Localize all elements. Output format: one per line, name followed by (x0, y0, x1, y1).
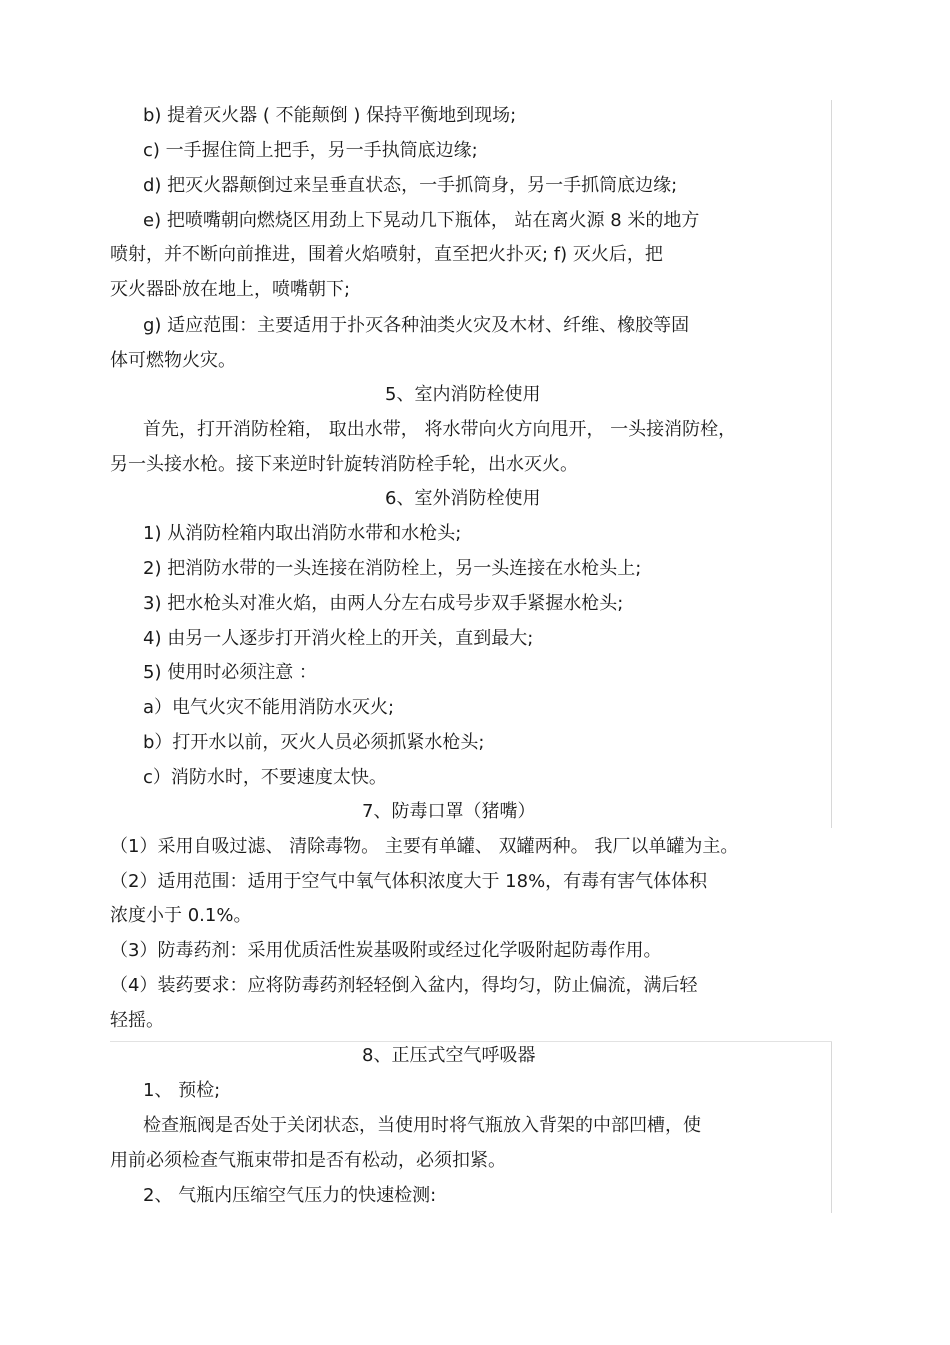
text-line: 检查瓶阀是否处于关闭状态，当使用时将气瓶放入背架的中部凹槽，使 (143, 1115, 701, 1136)
text-line: 灭火器卧放在地上，喷嘴朝下; (110, 279, 351, 300)
text-line: 用前必须检查气瓶束带扣是否有松动，必须扣紧。 (110, 1150, 506, 1171)
right-margin-rule-upper (831, 100, 832, 828)
text-line: g) 适应范围：主要适用于扑灭各种油类火灾及木材、纤维、橡胶等固 (143, 315, 690, 336)
text-line: 首先，打开消防栓箱， 取出水带， 将水带向火方向甩开， 一头接消防栓， (143, 419, 737, 440)
text-line: e) 把喷嘴朝向燃烧区用劲上下晃动几下瓶体， 站在离火源 8 米的地方 (143, 210, 700, 231)
text-line: c) 一手握住筒上把手，另一手执筒底边缘; (143, 140, 478, 161)
section-heading: 8、正压式空气呼吸器 (362, 1045, 536, 1066)
text-line: d) 把灭火器颠倒过来呈垂直状态，一手抓筒身，另一手抓筒底边缘; (143, 175, 678, 196)
section-heading: 7、防毒口罩（猪嘴） (362, 801, 536, 822)
text-line: 3) 把水枪头对准火焰，由两人分左右成号步双手紧握水枪头; (143, 593, 624, 614)
text-line: 5) 使用时必须注意 ： (143, 662, 317, 683)
text-line: 另一头接水枪。接下来逆时针旋转消防栓手轮，出水灭火。 (110, 454, 578, 475)
text-line: （3）防毒药剂：采用优质活性炭基吸附或经过化学吸附起防毒作用。 (110, 940, 662, 961)
text-line: 4) 由另一人逐步打开消火栓上的开关，直到最大; (143, 628, 534, 649)
text-line: 1、 预检; (143, 1080, 221, 1101)
section-heading: 5、室内消防栓使用 (385, 384, 541, 405)
text-line: 2、 气瓶内压缩空气压力的快速检测: (143, 1185, 437, 1206)
text-line: （4）装药要求：应将防毒药剂轻轻倒入盆内，得均匀，防止偏流，满后轻 (110, 975, 698, 996)
section-divider (110, 1041, 832, 1042)
text-line: （1）采用自吸过滤、 清除毒物。 主要有单罐、 双罐两种。 我厂以单罐为主。 (110, 836, 739, 857)
section-heading: 6、室外消防栓使用 (385, 488, 541, 509)
text-line: 喷射，并不断向前推进，围着火焰喷射，直至把火扑灭; f) 灭火后，把 (110, 244, 663, 265)
text-line: a）电气火灾不能用消防水灭火; (143, 697, 395, 718)
text-line: 1) 从消防栓箱内取出消防水带和水枪头; (143, 523, 462, 544)
text-line: b) 提着灭火器 ( 不能颠倒 ) 保持平衡地到现场; (143, 105, 517, 126)
text-line: b）打开水以前，灭火人员必须抓紧水枪头; (143, 732, 485, 753)
right-margin-rule-lower (831, 1041, 832, 1213)
text-line: （2）适用范围：适用于空气中氧气体积浓度大于 18%，有毒有害气体体积 (110, 871, 708, 892)
text-line: 浓度小于 0.1%。 (110, 905, 252, 926)
text-line: 2) 把消防水带的一头连接在消防栓上，另一头连接在水枪头上; (143, 558, 642, 579)
text-line: 轻摇。 (110, 1010, 164, 1031)
text-line: 体可燃物火灾。 (110, 350, 236, 371)
text-line: c）消防水时，不要速度太快。 (143, 767, 387, 788)
